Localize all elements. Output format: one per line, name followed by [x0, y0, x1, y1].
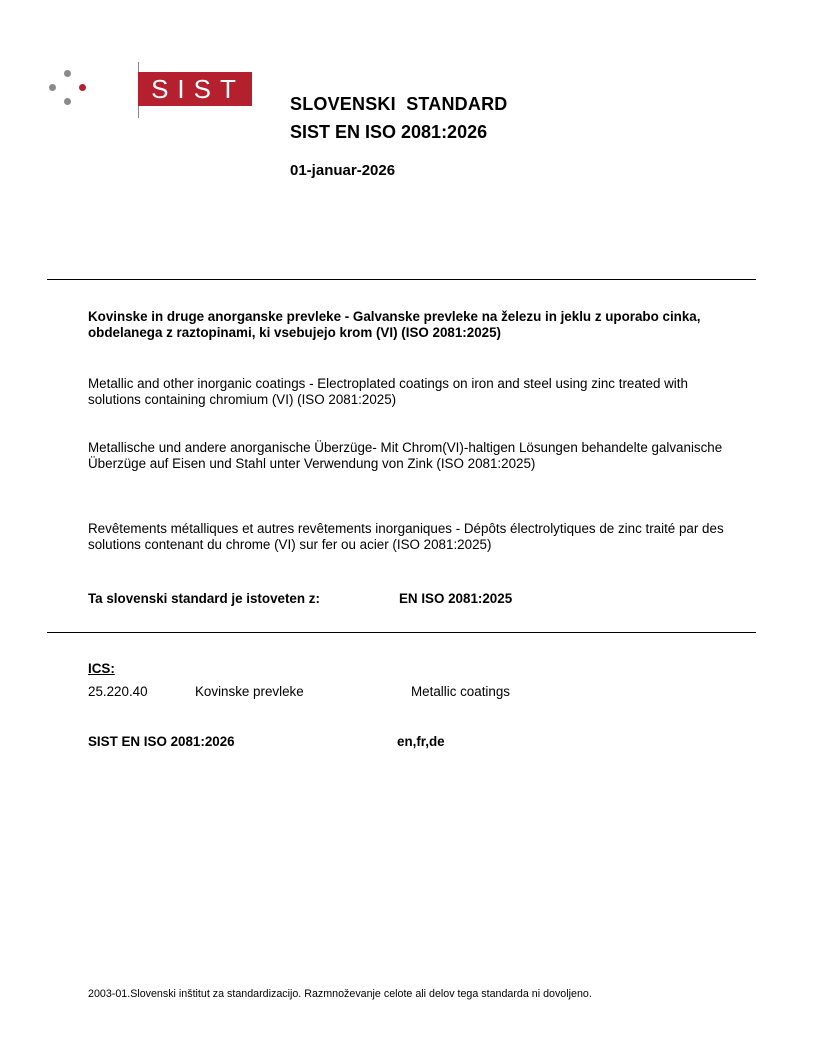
sist-logo [47, 62, 245, 118]
standard-code: SIST EN ISO 2081:2026 [290, 122, 488, 142]
standard-heading: SLOVENSKI STANDARD [290, 94, 508, 114]
title-english: Metallic and other inorganic coatings - Electroplated coatings on iron and steel using zinc treated with solutions containing chromium (VI) (ISO 2081:2025) [88, 376, 688, 407]
logo-dot-icon [64, 98, 71, 105]
title-slovenian: Kovinske in druge anorganske prevleke - Galvanske prevleke na železu in jeklu z uporabo cinka, obdelanega z raztopinami, ki vsebujejo krom (VI) (ISO 2081:2025) [88, 309, 701, 340]
divider-bottom [47, 632, 756, 633]
logo-dot-red-icon [79, 84, 86, 91]
copyright-notice: 2003-01.Slovenski inštitut za standardizacijo. Razmnoževanje celote ali delov tega standarda ni dovoljeno. [88, 988, 592, 1000]
ics-heading: ICS: [88, 661, 115, 676]
identical-value: EN ISO 2081:2025 [399, 591, 513, 606]
logo-dot-icon [49, 84, 56, 91]
title-german: Metallische und andere anorganische Überzüge- Mit Chrom(VI)-haltigen Lösungen behandelte galvanische Überzüge auf Eisen und Stahl unter Verwendung von Zink (ISO 2081:2025) [88, 440, 723, 471]
ics-code: 25.220.40 [88, 684, 148, 699]
footer-standard-code: SIST EN ISO 2081:2026 [88, 734, 235, 749]
title-french: Revêtements métalliques et autres revêtements inorganiques - Dépôts électrolytiques de zinc traité par des solutions contenant du chrome (VI) sur fer ou acier (ISO 2081:2025) [88, 521, 724, 552]
logo-dot-icon [64, 70, 71, 77]
identical-label: Ta slovenski standard je istoveten z: [88, 591, 320, 606]
ics-description-sl: Kovinske prevleke [195, 684, 304, 699]
divider-top [47, 279, 756, 280]
ics-description-en: Metallic coatings [411, 684, 510, 699]
logo-wordmark: SIST [138, 72, 252, 106]
footer-languages: en,fr,de [397, 734, 445, 749]
standard-date: 01-januar-2026 [290, 162, 396, 179]
